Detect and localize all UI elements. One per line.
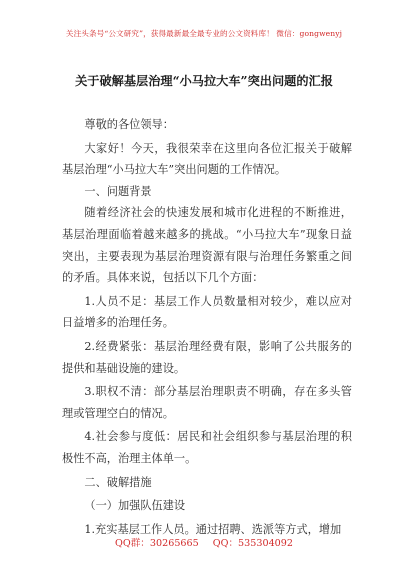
document-title: 关于破解基层治理“小马拉大车”突出问题的汇报 <box>75 74 333 88</box>
section-heading-measures: 二、破解措施 <box>84 475 152 489</box>
paragraph-point-2: 2.经费紧张：基层治理经费有限，影响了公共服务的提供和基础设施的建设。 <box>62 339 352 375</box>
header-promo-note: 关注头条号“公文研究”，获得最新最全最专业的公文资料库！ 微信：gongwenyj <box>65 29 343 38</box>
document-body <box>62 114 352 540</box>
paragraph-background: 随着经济社会的快速发展和城市化进程的不断推进，基层治理面临着越来越多的挑战。“小马拉大车”现象日益突出，主要表现为基层治理资源有限与治理任务繁重之间的矛盾。具体来说，包括以下几个方面： <box>62 206 352 285</box>
footer-qq-group: QQ群：30265665 <box>114 538 199 549</box>
footer-contact <box>0 535 408 549</box>
paragraph-point-3: 3.职权不清：部分基层治理职责不明确，存在多头管理或管理空白的情况。 <box>62 385 352 420</box>
footer-qq: QQ：535304092 <box>212 538 293 549</box>
paragraph-point-1: 1.人员不足：基层工作人员数量相对较少，难以应对日益增多的治理任务。 <box>62 294 352 330</box>
paragraph-point-4: 4.社会参与度低：居民和社会组织参与基层治理的积极性不高，治理主体单一。 <box>62 430 352 465</box>
paragraph-measure-1: 1.充实基层工作人员。通过招聘、选派等方式，增加 <box>84 522 342 536</box>
paragraph-intro: 大家好！今天，我很荣幸在这里向各位汇报关于破解基层治理“小马拉大车”突出问题的工作情况。 <box>62 141 352 177</box>
paragraph-greeting: 尊敬的各位领导： <box>84 118 174 131</box>
section-heading-background: 一、问题背景 <box>84 184 152 198</box>
subsection-heading-team: （一）加强队伍建设 <box>84 499 186 513</box>
